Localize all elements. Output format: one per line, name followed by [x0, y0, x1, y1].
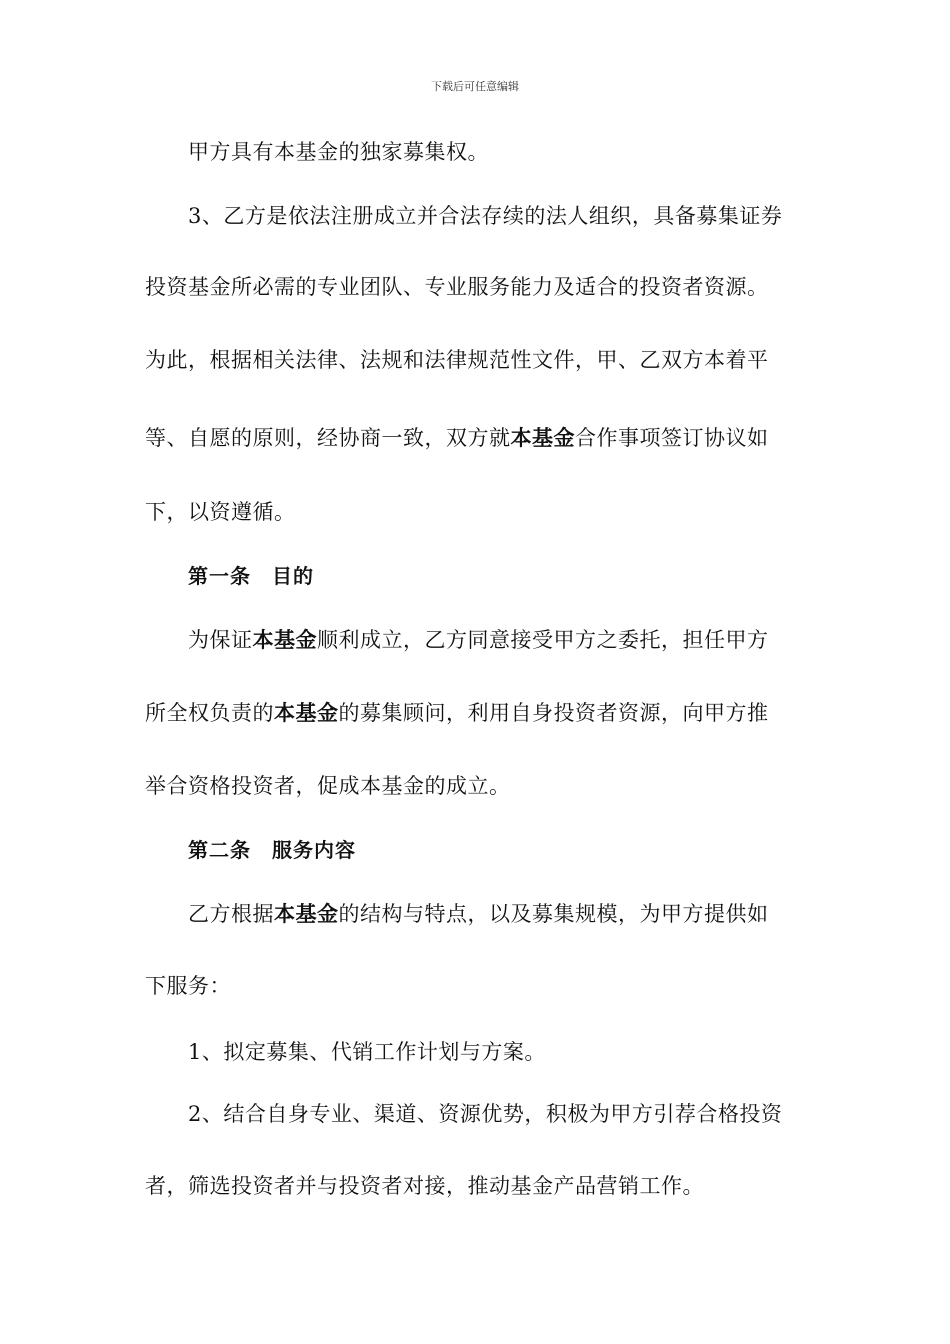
section-heading: 第二条 服务内容: [188, 838, 356, 862]
paragraph-line: 甲方具有本基金的独家募集权。: [188, 140, 489, 164]
page-header: 下载后可任意编辑: [431, 80, 519, 93]
paragraph-line: 2、结合自身专业、渠道、资源优势，积极为甲方引荐合格投资: [188, 1102, 783, 1126]
text-run: 的结构与特点，以及募集规模，为甲方提供如: [338, 902, 769, 926]
paragraph-line: 3、乙方是依法注册成立并合法存续的法人组织，具备募集证券: [188, 204, 783, 228]
paragraph-line: 投资基金所必需的专业团队、专业服务能力及适合的投资者资源。: [145, 275, 769, 299]
text-run: 合作事项签订协议如: [575, 426, 769, 450]
paragraph-line: 1、拟定募集、代销工作计划与方案。: [188, 1040, 546, 1064]
bold-term: 本基金: [252, 628, 317, 652]
bold-term: 本基金: [274, 701, 339, 725]
paragraph-line: [188, 626, 769, 654]
text-run: 乙方根据: [188, 902, 274, 926]
paragraph-line: [188, 900, 769, 928]
text-run: 等、自愿的原则，经协商一致，双方就: [145, 426, 511, 450]
paragraph-line: [145, 699, 769, 727]
paragraph-line: 下服务：: [145, 974, 231, 998]
paragraph-line: 为此，根据相关法律、法规和法律规范性文件，甲、乙双方本着平: [145, 348, 769, 372]
text-run: 的募集顾问，利用自身投资者资源，向甲方推: [338, 701, 769, 725]
text-run: 顺利成立，乙方同意接受甲方之委托，担任甲方: [317, 628, 769, 652]
text-run: 所全权负责的: [145, 701, 274, 725]
section-heading: 第一条 目的: [188, 564, 314, 588]
paragraph-line: 下，以资遵循。: [145, 500, 296, 524]
paragraph-line: 举合资格投资者，促成本基金的成立。: [145, 774, 511, 798]
paragraph-line: [145, 424, 769, 452]
bold-term: 本基金: [510, 426, 575, 450]
paragraph-line: 者，筛选投资者并与投资者对接，推动基金产品营销工作。: [145, 1174, 704, 1198]
text-run: 为保证: [188, 628, 253, 652]
bold-term: 本基金: [274, 902, 339, 926]
